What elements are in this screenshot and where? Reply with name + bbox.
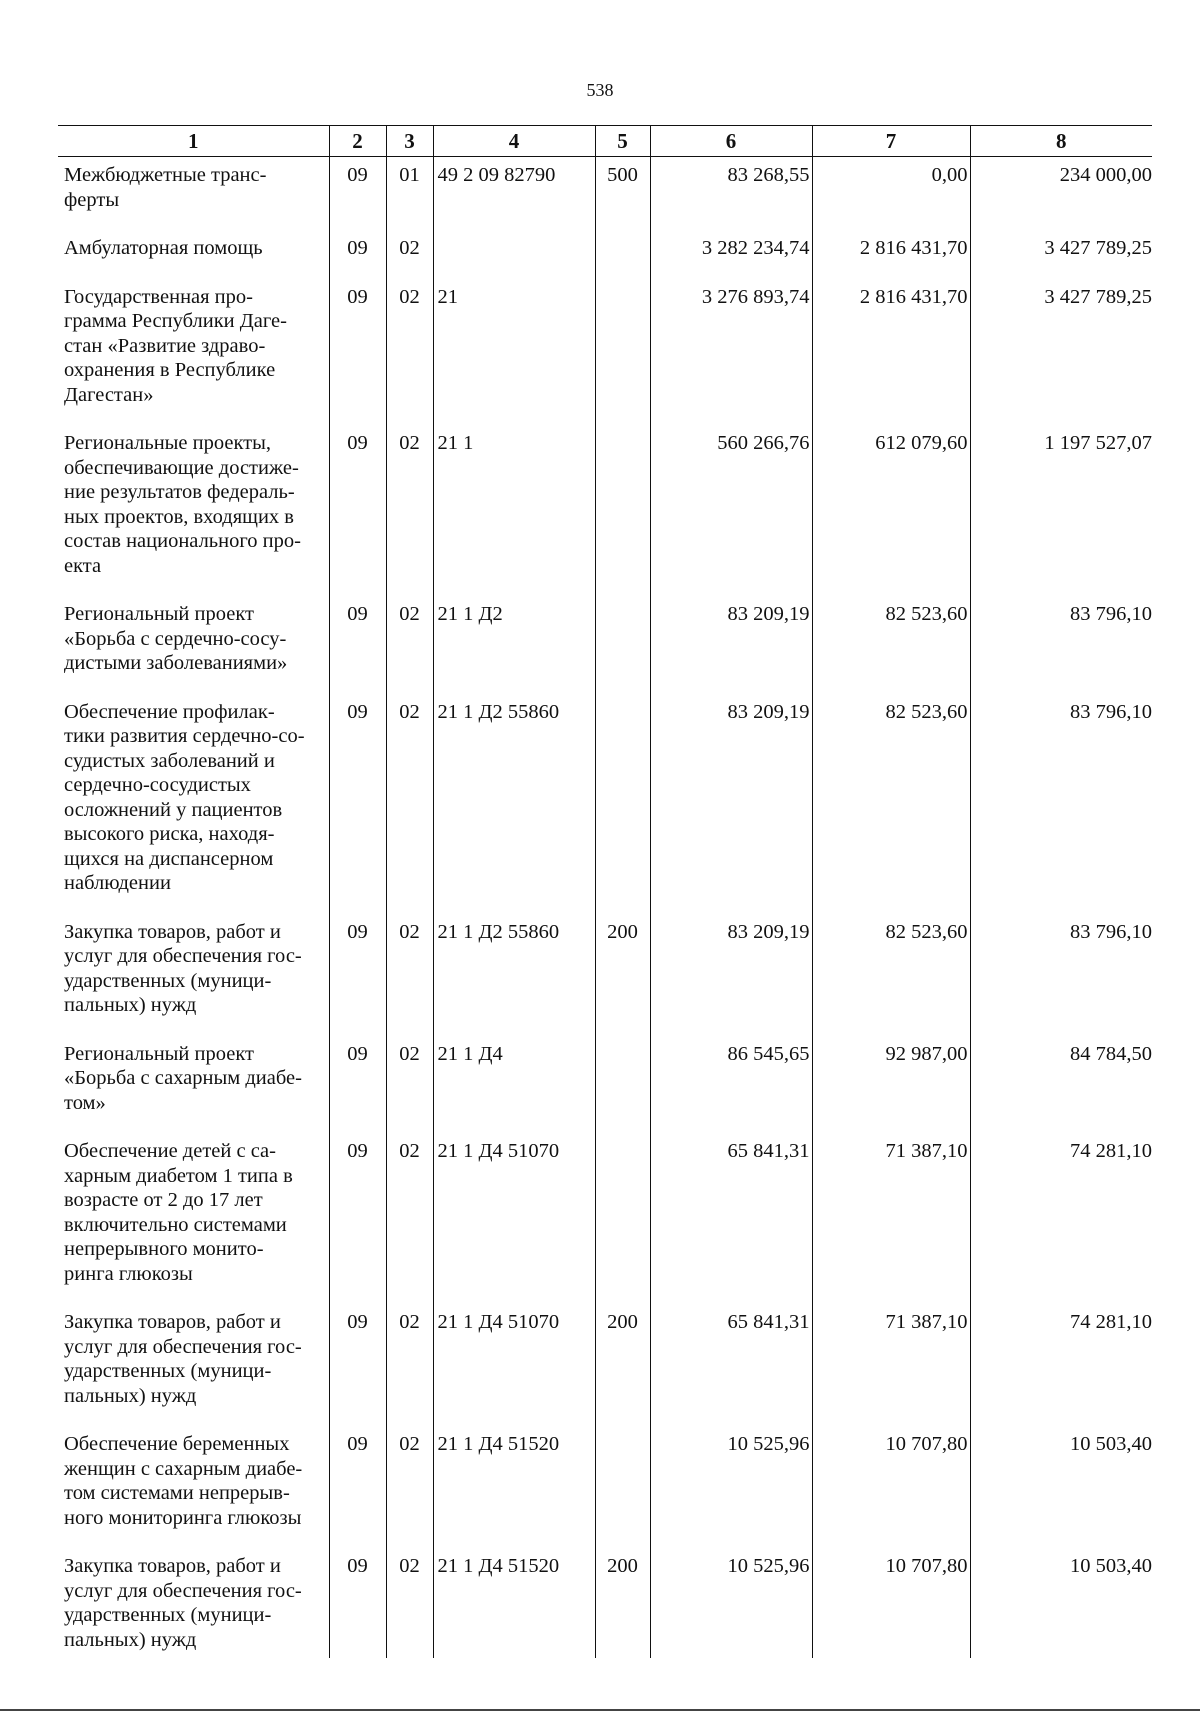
expense-type-code: 200 (595, 1552, 650, 1658)
target-article-code: 21 1 Д2 55860 (433, 918, 595, 1040)
subsection-code: 02 (386, 1308, 433, 1430)
section-code: 09 (329, 1308, 386, 1430)
amount-col-8: 1 197 527,07 (970, 429, 1152, 600)
amount-col-6: 10 525,96 (650, 1430, 812, 1552)
table-row (58, 918, 1152, 1040)
amount-col-7: 82 523,60 (812, 698, 970, 918)
amount-col-7: 71 387,10 (812, 1137, 970, 1308)
table-row (58, 429, 1152, 600)
amount-col-7: 2 816 431,70 (812, 283, 970, 430)
target-article-code: 21 (433, 283, 595, 430)
subsection-code: 02 (386, 283, 433, 430)
amount-col-6: 83 209,19 (650, 918, 812, 1040)
header-row (58, 126, 1152, 157)
subsection-code: 02 (386, 429, 433, 600)
amount-col-7: 92 987,00 (812, 1040, 970, 1138)
target-article-code: 21 1 Д4 (433, 1040, 595, 1138)
expense-type-code (595, 429, 650, 600)
table-body (58, 157, 1152, 1659)
column-header: 3 (386, 126, 433, 157)
section-code: 09 (329, 698, 386, 918)
amount-col-8: 234 000,00 (970, 157, 1152, 235)
amount-col-8: 83 796,10 (970, 918, 1152, 1040)
line-item-name: Региональный проект «Борьба с сердечно-сосу- дистыми заболеваниями» (58, 600, 329, 698)
column-header: 5 (595, 126, 650, 157)
amount-col-8: 83 796,10 (970, 600, 1152, 698)
target-article-code: 21 1 Д2 (433, 600, 595, 698)
subsection-code: 02 (386, 698, 433, 918)
section-code: 09 (329, 1430, 386, 1552)
column-header: 8 (970, 126, 1152, 157)
expense-type-code (595, 234, 650, 283)
table-row (58, 234, 1152, 283)
column-header: 1 (58, 126, 329, 157)
amount-col-7: 10 707,80 (812, 1552, 970, 1658)
target-article-code: 21 1 Д2 55860 (433, 698, 595, 918)
target-article-code: 21 1 Д4 51070 (433, 1137, 595, 1308)
table-row (58, 1137, 1152, 1308)
amount-col-6: 560 266,76 (650, 429, 812, 600)
column-header: 6 (650, 126, 812, 157)
expense-type-code (595, 1137, 650, 1308)
table-row (58, 1552, 1152, 1658)
subsection-code: 02 (386, 1430, 433, 1552)
amount-col-7: 612 079,60 (812, 429, 970, 600)
bottom-rule (0, 1709, 1200, 1711)
amount-col-7: 0,00 (812, 157, 970, 235)
table-row (58, 1430, 1152, 1552)
table-row (58, 1040, 1152, 1138)
section-code: 09 (329, 283, 386, 430)
column-header: 2 (329, 126, 386, 157)
amount-col-8: 83 796,10 (970, 698, 1152, 918)
expense-type-code: 500 (595, 157, 650, 235)
amount-col-6: 83 209,19 (650, 600, 812, 698)
amount-col-8: 3 427 789,25 (970, 283, 1152, 430)
expense-type-code: 200 (595, 1308, 650, 1430)
amount-col-7: 71 387,10 (812, 1308, 970, 1430)
expense-type-code (595, 283, 650, 430)
amount-col-8: 74 281,10 (970, 1308, 1152, 1430)
amount-col-6: 3 282 234,74 (650, 234, 812, 283)
section-code: 09 (329, 1137, 386, 1308)
subsection-code: 02 (386, 918, 433, 1040)
line-item-name: Межбюджетные транс- ферты (58, 157, 329, 235)
target-article-code: 21 1 Д4 51070 (433, 1308, 595, 1430)
section-code: 09 (329, 234, 386, 283)
column-header: 7 (812, 126, 970, 157)
target-article-code: 49 2 09 82790 (433, 157, 595, 235)
subsection-code: 02 (386, 1040, 433, 1138)
subsection-code: 02 (386, 1552, 433, 1658)
subsection-code: 02 (386, 234, 433, 283)
section-code: 09 (329, 600, 386, 698)
amount-col-6: 83 268,55 (650, 157, 812, 235)
amount-col-6: 65 841,31 (650, 1308, 812, 1430)
table-row (58, 698, 1152, 918)
section-code: 09 (329, 1552, 386, 1658)
target-article-code: 21 1 Д4 51520 (433, 1430, 595, 1552)
amount-col-6: 83 209,19 (650, 698, 812, 918)
amount-col-8: 3 427 789,25 (970, 234, 1152, 283)
amount-col-6: 10 525,96 (650, 1552, 812, 1658)
expense-type-code (595, 600, 650, 698)
section-code: 09 (329, 1040, 386, 1138)
amount-col-6: 65 841,31 (650, 1137, 812, 1308)
line-item-name: Закупка товаров, работ и услуг для обеспечения гос- ударственных (муници- пальных) нужд (58, 1552, 329, 1658)
amount-col-8: 10 503,40 (970, 1552, 1152, 1658)
expense-type-code (595, 1430, 650, 1552)
target-article-code (433, 234, 595, 283)
line-item-name: Обеспечение детей с са- харным диабетом 1 типа в возрасте от 2 до 17 лет включительно системами непрерывного монито- ринга глюкозы (58, 1137, 329, 1308)
subsection-code: 02 (386, 600, 433, 698)
expense-type-code (595, 698, 650, 918)
target-article-code: 21 1 Д4 51520 (433, 1552, 595, 1658)
section-code: 09 (329, 429, 386, 600)
amount-col-8: 74 281,10 (970, 1137, 1152, 1308)
line-item-name: Обеспечение беременных женщин с сахарным диабе- том системами непрерыв- ного мониторинга глюкозы (58, 1430, 329, 1552)
table-row (58, 283, 1152, 430)
table-row (58, 1308, 1152, 1430)
subsection-code: 02 (386, 1137, 433, 1308)
line-item-name: Амбулаторная помощь (58, 234, 329, 283)
amount-col-7: 82 523,60 (812, 600, 970, 698)
amount-col-8: 84 784,50 (970, 1040, 1152, 1138)
line-item-name: Закупка товаров, работ и услуг для обеспечения гос- ударственных (муници- пальных) нужд (58, 918, 329, 1040)
line-item-name: Обеспечение профилак- тики развития сердечно-со- судистых заболеваний и сердечно-сосудистых осложнений у пациентов высокого риска, находя- щихся на диспансерном наблюдении (58, 698, 329, 918)
amount-col-8: 10 503,40 (970, 1430, 1152, 1552)
section-code: 09 (329, 918, 386, 1040)
expense-type-code (595, 1040, 650, 1138)
line-item-name: Закупка товаров, работ и услуг для обеспечения гос- ударственных (муници- пальных) нужд (58, 1308, 329, 1430)
subsection-code: 01 (386, 157, 433, 235)
column-header: 4 (433, 126, 595, 157)
target-article-code: 21 1 (433, 429, 595, 600)
amount-col-7: 82 523,60 (812, 918, 970, 1040)
section-code: 09 (329, 157, 386, 235)
budget-table (58, 125, 1152, 1658)
amount-col-6: 3 276 893,74 (650, 283, 812, 430)
amount-col-7: 2 816 431,70 (812, 234, 970, 283)
amount-col-7: 10 707,80 (812, 1430, 970, 1552)
line-item-name: Региональный проект «Борьба с сахарным диабе- том» (58, 1040, 329, 1138)
expense-type-code: 200 (595, 918, 650, 1040)
amount-col-6: 86 545,65 (650, 1040, 812, 1138)
page-number: 538 (586, 80, 614, 100)
line-item-name: Государственная про- грамма Республики Даге- стан «Развитие здраво- охранения в Республике Дагестан» (58, 283, 329, 430)
table-row (58, 157, 1152, 235)
table-row (58, 600, 1152, 698)
line-item-name: Региональные проекты, обеспечивающие достиже- ние результатов федераль- ных проектов, входящих в состав национального про- екта (58, 429, 329, 600)
